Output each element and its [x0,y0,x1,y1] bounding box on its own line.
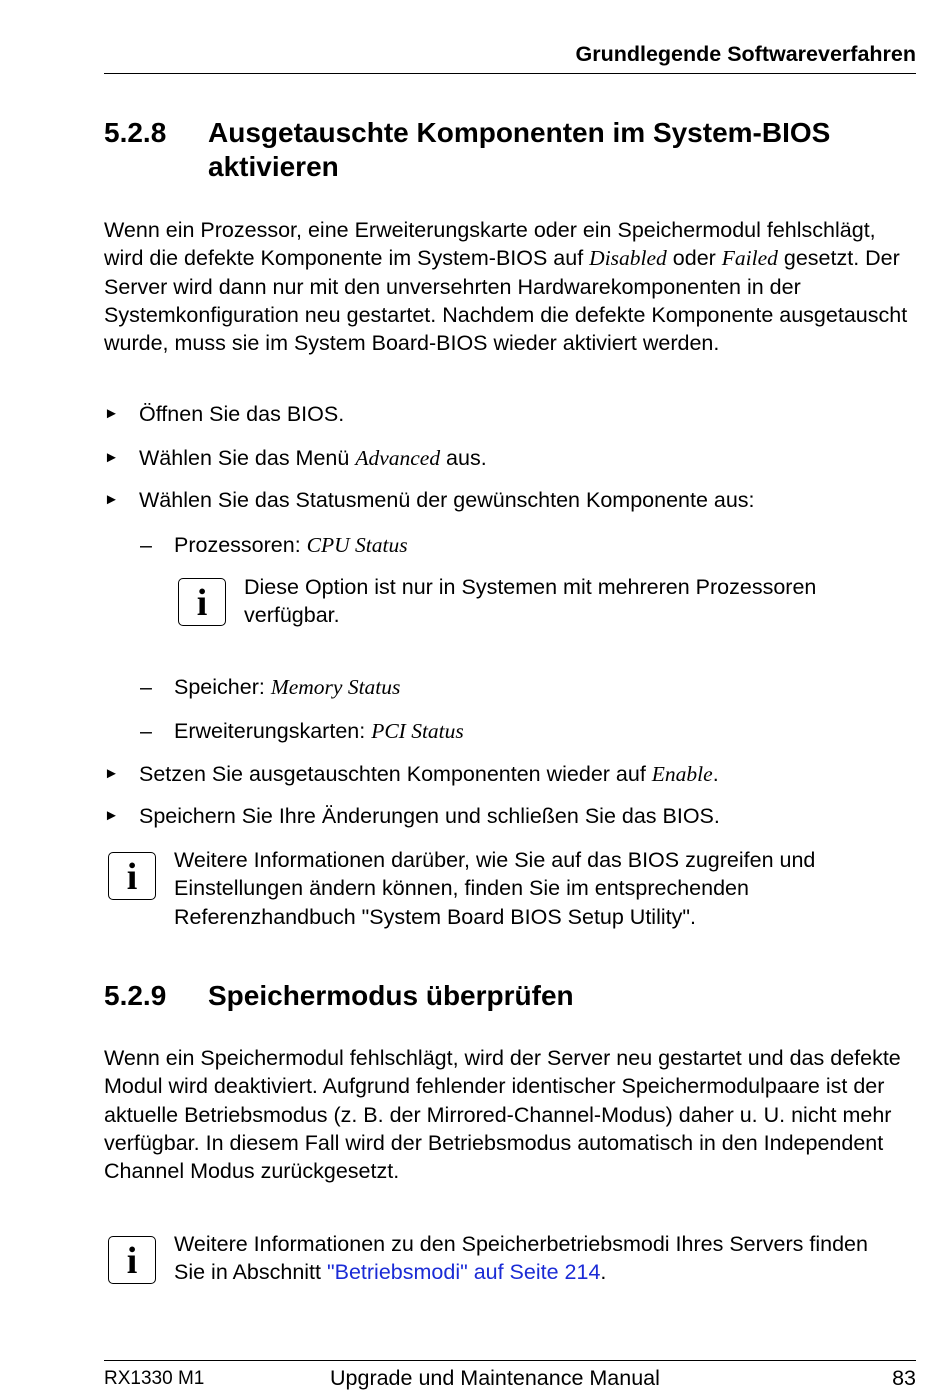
page-number: 83 [892,1366,916,1390]
intro-text-2: oder [666,246,722,271]
sub-processors [174,531,408,559]
section-title-529: Speichermodus überprüfen [208,980,574,1011]
intro-paragraph [104,216,916,357]
intro-text-3: gesetzt. Der Server wird dann nur mit den unversehrten Hardwarekomponenten in der Systemkonfiguration neu gestartet. Nachdem die defekte Komponente ausgetauscht wurde, muss sie im System Board-BIOS wieder aktiviert werden. [104,246,908,356]
intro-failed: Failed [721,246,778,271]
step2-text-pre: Wählen Sie das Menü [139,446,356,470]
operating-modes-link[interactable]: "Betriebsmodi" auf Seite 214 [326,1260,601,1285]
sub-memory [174,673,400,701]
running-header: Grundlegende Softwareverfahren [575,42,916,66]
bullet-arrow-icon: ► [104,765,119,782]
sub3-pci-status: PCI Status [371,719,464,743]
intro-text-1: Wenn ein Prozessor, eine Erweiterungskarte oder ein Speichermodul fehlschlägt, wird die defekte Komponente im System-BIOS auf [104,218,876,271]
step-set-enable [139,760,719,788]
dash-marker: – [140,675,152,699]
section-number-528: 5.2.8 [104,117,167,148]
header-rule [104,73,916,74]
dash-marker: – [140,533,152,557]
footer-manual-title: Upgrade und Maintenance Manual [330,1366,660,1390]
step4-text-pre: Setzen Sie ausgetauschten Komponenten wieder auf [139,762,652,786]
note3-text-pre: Weitere Informationen zu den Speicherbetriebsmodi Ihres Servers finden Sie in Abschnitt [174,1232,868,1285]
bullet-arrow-icon: ► [104,491,119,508]
step4-text-post: . [712,762,719,786]
note-bios-reference: Weitere Informationen darüber, wie Sie auf das BIOS zugreifen und Einstellungen ändern können, finden Sie im entsprechenden Referenzhandbuch "System Board BIOS Setup Utility". [174,848,816,929]
bullet-arrow-icon: ► [104,449,119,466]
step-open-bios: Öffnen Sie das BIOS. [139,402,345,426]
sub-expansion-cards [174,717,464,745]
step-select-status-menu: Wählen Sie das Statusmenü der gewünschten Komponente aus: [139,488,755,512]
step-select-advanced [139,444,487,472]
step-save-exit: Speichern Sie Ihre Änderungen und schließen Sie das BIOS. [139,804,720,828]
info-icon: i [108,1236,156,1284]
section-title-528-line2: aktivieren [208,151,339,182]
sub2-memory-status: Memory Status [270,675,401,699]
sub2-label: Speicher: [174,675,271,699]
bullet-arrow-icon: ► [104,405,119,422]
section-number-529: 5.2.9 [104,980,167,1011]
sub1-cpu-status: CPU Status [306,533,408,557]
section-title-528 [208,116,908,184]
intro-disabled: Disabled [589,246,667,271]
footer-model: RX1330 M1 [104,1368,205,1389]
sub1-label: Prozessoren: [174,533,307,557]
footer-rule [104,1360,916,1361]
memory-mode-paragraph: Wenn ein Speichermodul fehlschlägt, wird der Server neu gestartet und das defekte Modul wird deaktiviert. Aufgrund fehlender identischer Speichermodulpaare ist der aktuelle Betriebsmodus (z. B. der Mirrored-Channel-Modus) daher u. U. nicht mehr verfügbar. In diesem Fall wird der Betriebsmodus automatisch in den Independent Channel Modus zurückgesetzt. [104,1046,901,1184]
section-title-528-line1: Ausgetauschte Komponenten im System-BIOS [208,117,831,148]
note3-text-post: . [600,1260,607,1285]
info-icon: i [178,578,226,626]
step2-advanced: Advanced [355,446,441,470]
info-icon: i [108,852,156,900]
sub3-label: Erweiterungskarten: [174,719,372,743]
note-operating-modes [174,1230,894,1287]
dash-marker: – [140,719,152,743]
step4-enable: Enable [651,762,713,786]
note-multi-processor: Diese Option ist nur in Systemen mit mehreren Prozessoren verfügbar. [244,575,817,628]
step2-text-post: aus. [440,446,487,470]
bullet-arrow-icon: ► [104,807,119,824]
